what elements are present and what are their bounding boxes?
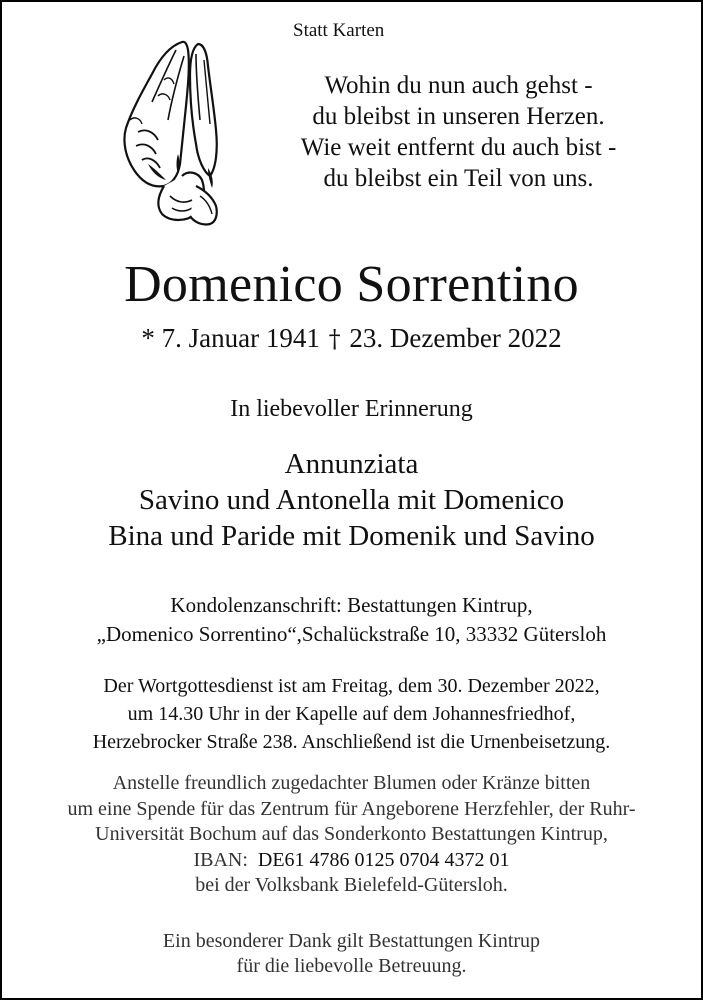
- thanks-line: für die liebevolle Betreuung.: [236, 955, 467, 977]
- service-line: Der Wortgottesdienst ist am Freitag, dem 30. Dezember 2022,: [103, 675, 600, 697]
- poem-line: Wie weit entfernt du auch bist -: [300, 134, 617, 161]
- life-dates: [0, 322, 703, 355]
- service-info: [0, 672, 703, 756]
- donation-request: [0, 771, 703, 899]
- thanks-note: [0, 929, 703, 979]
- poem-line: Wohin du nun auch gehst -: [324, 72, 593, 99]
- family-list: [0, 446, 703, 554]
- family-line: Annunziata: [284, 448, 419, 480]
- iban-value: DE61 4786 0125 0704 4372 01: [257, 848, 510, 871]
- poem-line: du bleibst in unseren Herzen.: [312, 103, 605, 130]
- iban-label: IBAN:: [193, 848, 248, 871]
- iban-line: [0, 848, 703, 874]
- cross-icon: †: [328, 325, 341, 353]
- family-line: Bina und Paride mit Domenik und Savino: [108, 520, 595, 552]
- deceased-name: Domenico Sorrentino: [124, 256, 579, 313]
- poem-line: du bleibst ein Teil von uns.: [323, 165, 594, 192]
- memory-line: In liebevoller Erinnerung: [230, 396, 473, 422]
- death-date: 23. Dezember 2022: [349, 323, 562, 353]
- birth-date: * 7. Januar 1941: [141, 323, 320, 353]
- donation-line: um eine Spende für das Zentrum für Angeborene Herzfehler, der Ruhr-: [67, 797, 636, 820]
- condolence-line: Kondolenzanschrift: Bestattungen Kintrup,: [170, 593, 533, 617]
- header-note: Statt Karten: [293, 20, 385, 41]
- family-line: Savino und Antonella mit Domenico: [138, 484, 565, 516]
- donation-line: Anstelle freundlich zugedachter Blumen oder Kränze bitten: [112, 772, 591, 794]
- bank-line: bei der Volksbank Bielefeld-Gütersloh.: [195, 874, 508, 896]
- poem: [262, 70, 655, 194]
- service-line: um 14.30 Uhr in der Kapelle auf dem Johannesfriedhof,: [127, 703, 576, 725]
- condolence-address: [0, 591, 703, 649]
- praying-hands-icon: [112, 36, 224, 226]
- donation-line: Universität Bochum auf das Sonderkonto Bestattungen Kintrup,: [95, 823, 608, 845]
- thanks-line: Ein besonderer Dank gilt Bestattungen Kintrup: [162, 930, 541, 952]
- service-line: Herzebrocker Straße 238. Anschließend ist die Urnenbeisetzung.: [92, 731, 611, 753]
- condolence-line: „Domenico Sorrentino“,Schalückstraße 10, 33332 Gütersloh: [96, 622, 607, 646]
